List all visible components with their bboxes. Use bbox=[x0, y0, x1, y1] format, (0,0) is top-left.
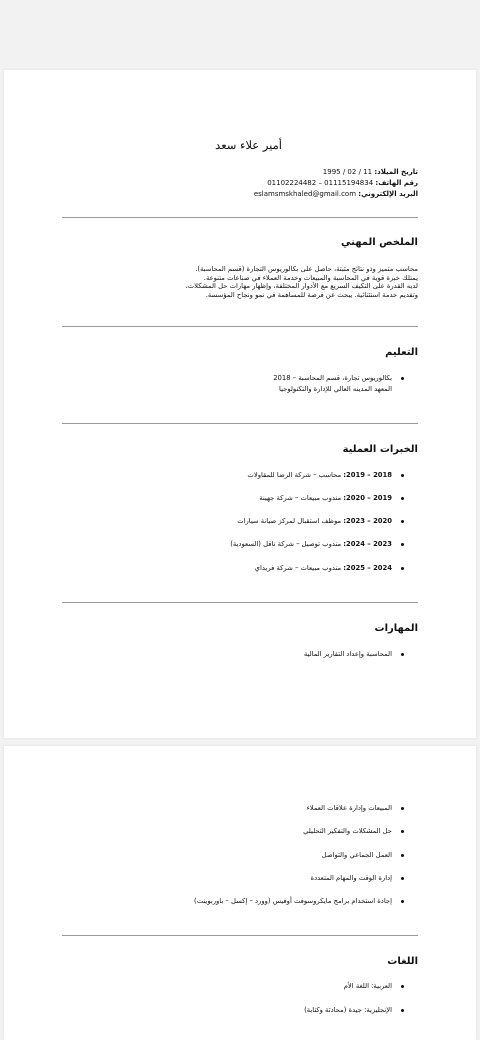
experience-item bbox=[247, 471, 392, 480]
phone-value: 01115194834 – 01102224482 bbox=[267, 179, 374, 187]
experience-role: مندوب مبيعات – شركة جهينة bbox=[259, 494, 342, 502]
language-item: الإنجليزية: جيدة (محادثة وكتابة) bbox=[304, 1006, 392, 1014]
experience-period: 2019 – 2020: bbox=[343, 494, 392, 502]
experience-item bbox=[230, 540, 392, 549]
section-divider bbox=[62, 602, 418, 603]
skill-item: المبيعات وإدارة علاقات العملاء bbox=[306, 804, 392, 812]
section-divider bbox=[62, 423, 418, 424]
skill-item: إجادة استخدام برامج مايكروسوفت أوفيس (وورد – إكسل – باوربوينت) bbox=[194, 897, 392, 905]
summary-heading: الملخص المهني bbox=[341, 237, 418, 248]
birth-date-line bbox=[323, 167, 418, 178]
email-value: eslamsmskhaled@gmail.com bbox=[253, 190, 357, 198]
languages-heading: اللغات bbox=[387, 956, 418, 967]
experience-period: 2024 – 2025: bbox=[343, 564, 392, 572]
summary-paragraph bbox=[186, 265, 418, 299]
education-heading: التعليم bbox=[385, 347, 418, 358]
experience-role: محاسب – شركة الرضا للمقاولات bbox=[247, 471, 342, 479]
experience-period: 2018 – 2019: bbox=[343, 471, 392, 479]
summary-line: يمتلك خبرة قوية في المحاسبة والمبيعات وخدمة العملاء في صناعات متنوعة. bbox=[203, 273, 418, 282]
email-line bbox=[254, 189, 418, 200]
experience-role: موظف استقبال لمركز صيانة سيارات bbox=[237, 517, 342, 525]
education-school: المعهد المدينه العالي للإدارة والتكنولوجيا bbox=[279, 385, 392, 393]
section-divider bbox=[62, 326, 418, 327]
birth-date-label: تاريخ الميلاد: bbox=[374, 168, 418, 176]
phone-line bbox=[267, 178, 418, 189]
section-divider bbox=[62, 217, 418, 218]
document-page-2 bbox=[4, 746, 476, 1040]
experience-heading: الخبرات العملية bbox=[342, 444, 418, 455]
summary-line: وتقديم خدمة استثنائية. يبحث عن فرصة للمساهمة في نمو ونجاح المؤسسة. bbox=[205, 290, 418, 299]
candidate-name: أمير علاء سعد bbox=[215, 138, 282, 152]
skill-item: المحاسبة وإعداد التقارير المالية bbox=[303, 650, 392, 658]
section-divider bbox=[62, 935, 418, 936]
birth-date-value: 11 / 02 / 1995 bbox=[322, 168, 373, 176]
email-label: البريد الإلكتروني: bbox=[358, 190, 418, 198]
skills-heading: المهارات bbox=[374, 623, 418, 634]
phone-label: رقم الهاتف: bbox=[375, 179, 418, 187]
skill-item: العمل الجماعي والتواصل bbox=[321, 851, 392, 859]
summary-line: لديه القدرة على التكيف السريع مع الأدوار المختلفة، وإظهار مهارات حل المشكلات، bbox=[185, 282, 418, 290]
education-degree: بكالوريوس تجارة، قسم المحاسبة – 2018 bbox=[273, 374, 392, 382]
experience-period: 2020 – 2023: bbox=[343, 517, 392, 525]
experience-role: مندوب توصيل – شركة ناقل (السعودية) bbox=[230, 540, 342, 548]
skill-item: إدارة الوقت والمهام المتعددة bbox=[310, 874, 392, 882]
document-page-1 bbox=[4, 70, 476, 738]
experience-item bbox=[237, 517, 392, 526]
skill-item: حل المشكلات والتفكير التحليلي bbox=[303, 827, 392, 835]
language-item: العربية: اللغة الأم bbox=[343, 982, 392, 990]
experience-period: 2023 – 2024: bbox=[343, 540, 392, 548]
summary-line: محاسب متميز وذو نتائج مثبتة، حاصل على بكالوريوس التجارة (قسم المحاسبة). bbox=[195, 265, 418, 273]
experience-item bbox=[255, 564, 392, 573]
experience-item bbox=[259, 494, 392, 503]
experience-role: مندوب مبيعات – شركة فريداي bbox=[254, 564, 342, 572]
